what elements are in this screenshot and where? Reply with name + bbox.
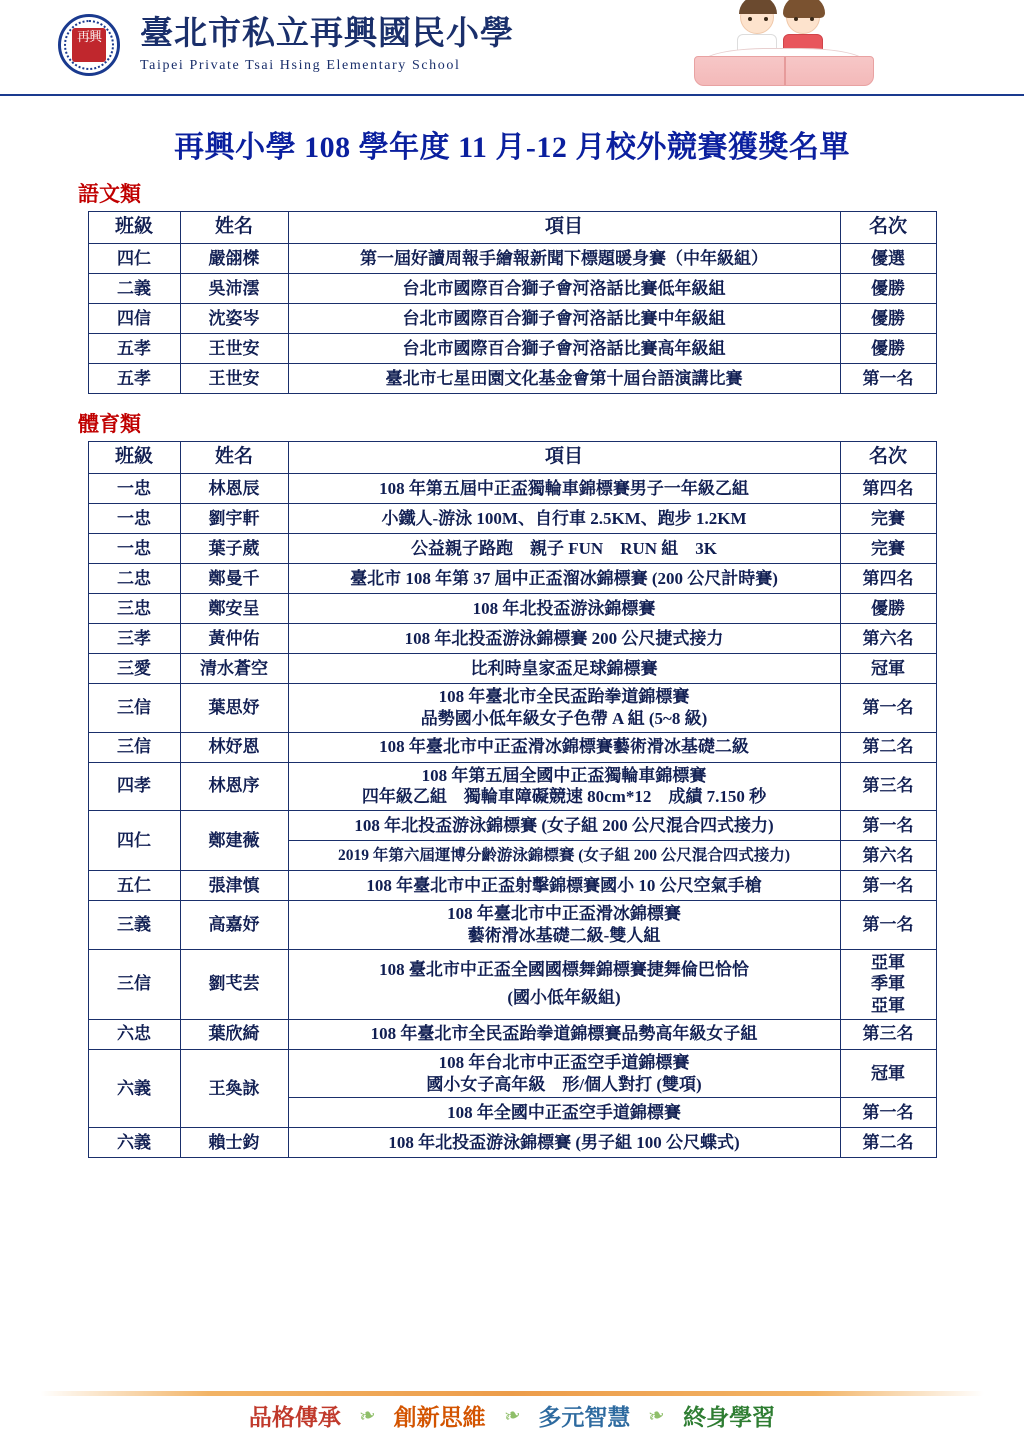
cell-item: 108 年臺北市中正盃射擊錦標賽國小 10 公尺空氣手槍 — [288, 871, 840, 901]
table-row — [88, 1049, 936, 1098]
cell-name: 鄭建薇 — [180, 811, 288, 871]
table-row — [88, 1019, 936, 1049]
table-row — [88, 274, 936, 304]
table-row — [88, 564, 936, 594]
school-name-english: Taipei Private Tsai Hsing Elementary School — [140, 58, 461, 73]
cell-item-line: 108 年第五屆全國中正盃獨輪車錦標賽 — [421, 765, 707, 785]
table-row — [88, 594, 936, 624]
cell-name: 葉子葳 — [180, 534, 288, 564]
cell-item: 108 年北投盃游泳錦標賽 200 公尺捷式接力 — [288, 624, 840, 654]
column-header-class: 班級 — [88, 442, 180, 474]
cell-item: 小鐵人-游泳 100M、自行車 2.5KM、跑步 1.2KM — [288, 504, 840, 534]
table-header-row — [88, 442, 936, 474]
cell-name: 吳沛澐 — [180, 274, 288, 304]
cell-name: 王世安 — [180, 334, 288, 364]
cell-class: 四孝 — [88, 762, 180, 811]
footer-divider — [40, 1391, 984, 1396]
cell-item: 108 年臺北市全民盃跆拳道錦標賽品勢高年級女子組 — [288, 1019, 840, 1049]
cell-class: 一忠 — [88, 534, 180, 564]
cell-item: 臺北市 108 年第 37 屆中正盃溜冰錦標賽 (200 公尺計時賽) — [288, 564, 840, 594]
leaf-icon: ❧ — [645, 1403, 668, 1429]
page-footer — [0, 1387, 1024, 1449]
cell-item-line: 108 臺北市中正盃全國國標舞錦標賽捷舞倫巴恰恰 — [379, 960, 749, 980]
cell-name: 清水蒼空 — [180, 654, 288, 684]
cell-rank: 優選 — [840, 244, 936, 274]
cell-name: 張津慎 — [180, 871, 288, 901]
column-header-rank: 名次 — [840, 442, 936, 474]
cell-item-line: 藝術滑冰基礎二級-雙人組 — [467, 925, 661, 945]
table-row — [88, 534, 936, 564]
column-header-name: 姓名 — [180, 442, 288, 474]
table-row — [88, 684, 936, 733]
logo-label: 再興 — [72, 28, 106, 62]
section-label-language: 語文類 — [78, 182, 141, 206]
cell-class: 六忠 — [88, 1019, 180, 1049]
cell-rank: 第六名 — [840, 841, 936, 871]
cell-rank: 優勝 — [840, 594, 936, 624]
cell-name: 林恩辰 — [180, 474, 288, 504]
table-row — [88, 901, 936, 950]
cell-name: 林妤恩 — [180, 732, 288, 762]
cell-item-line: 108 年台北市中正盃空手道錦標賽 — [438, 1052, 690, 1072]
cell-item — [288, 901, 840, 950]
cell-item-line: (國小低年級組) — [507, 988, 621, 1008]
column-header-class: 班級 — [88, 212, 180, 244]
cell-item: 108 年北投盃游泳錦標賽 — [288, 594, 840, 624]
cell-item: 108 年全國中正盃空手道錦標賽 — [288, 1098, 840, 1128]
cell-class: 三信 — [88, 949, 180, 1019]
cell-rank: 冠軍 — [840, 654, 936, 684]
cell-name: 劉宇軒 — [180, 504, 288, 534]
page-title: 再興小學 108 學年度 11 月-12 月校外競賽獲獎名單 — [174, 131, 850, 164]
cell-rank: 第三名 — [840, 762, 936, 811]
cell-item-line: 108 年臺北市全民盃跆拳道錦標賽 — [438, 687, 690, 706]
cell-class: 五孝 — [88, 364, 180, 394]
cell-rank-line: 季軍 — [871, 974, 905, 994]
cell-class: 一忠 — [88, 474, 180, 504]
table-row — [88, 949, 936, 1019]
cell-item: 108 年北投盃游泳錦標賽 (女子組 200 公尺混合四式接力) — [288, 811, 840, 841]
cell-name: 賴士鈞 — [180, 1128, 288, 1158]
cell-item-line: 國小女子高年級 形/個人對打 (雙項) — [426, 1074, 702, 1094]
cell-item: 台北市國際百合獅子會河洛話比賽高年級組 — [288, 334, 840, 364]
cell-rank: 第四名 — [840, 474, 936, 504]
cell-rank: 優勝 — [840, 334, 936, 364]
table-row — [88, 654, 936, 684]
leaf-icon: ❧ — [356, 1403, 379, 1429]
table-row — [88, 364, 936, 394]
cell-rank: 第六名 — [840, 624, 936, 654]
cell-rank-line: 亞軍 — [871, 996, 905, 1015]
cell-rank — [840, 949, 936, 1019]
table-row — [88, 304, 936, 334]
cell-class: 一忠 — [88, 504, 180, 534]
open-book-icon — [694, 56, 874, 86]
cell-name: 葉思妤 — [180, 684, 288, 733]
table-row — [88, 871, 936, 901]
table-row — [88, 1128, 936, 1158]
school-name-chinese: 臺北市私立再興國民小學 — [140, 16, 514, 52]
award-table-language — [88, 211, 937, 394]
column-header-item: 項目 — [288, 442, 840, 474]
cell-item: 108 年北投盃游泳錦標賽 (男子組 100 公尺蝶式) — [288, 1128, 840, 1158]
cell-class: 三信 — [88, 684, 180, 733]
cell-item — [288, 949, 840, 1019]
cell-item: 108 年臺北市中正盃滑冰錦標賽藝術滑冰基礎二級 — [288, 732, 840, 762]
cell-class: 二忠 — [88, 564, 180, 594]
cell-item — [288, 762, 840, 811]
school-logo — [58, 14, 120, 76]
cell-item-line: 四年級乙組 獨輪車障礙競速 80cm*12 成績 7.150 秒 — [361, 787, 767, 807]
cell-name: 鄭曼千 — [180, 564, 288, 594]
cell-rank-line: 亞軍 — [871, 952, 905, 972]
cell-rank: 優勝 — [840, 304, 936, 334]
cell-class: 三義 — [88, 901, 180, 950]
cell-class: 五孝 — [88, 334, 180, 364]
cell-item: 108 年第五屆中正盃獨輪車錦標賽男子一年級乙組 — [288, 474, 840, 504]
school-name-block — [140, 14, 514, 74]
cell-class: 六義 — [88, 1128, 180, 1158]
table-row — [88, 334, 936, 364]
cell-item: 2019 年第六屆運博分齡游泳錦標賽 (女子組 200 公尺混合四式接力) — [288, 841, 840, 871]
cell-rank: 第一名 — [840, 811, 936, 841]
table-row — [88, 244, 936, 274]
cell-rank: 第二名 — [840, 732, 936, 762]
cell-name: 嚴翖榤 — [180, 244, 288, 274]
table-row — [88, 762, 936, 811]
table-row — [88, 811, 936, 841]
award-table-sports — [88, 441, 937, 1158]
cell-item-line: 品勢國小低年級女子色帶 A 組 (5~8 級) — [420, 708, 708, 728]
cell-name: 林恩序 — [180, 762, 288, 811]
slogan-4: 終身學習 — [683, 1405, 776, 1430]
column-header-item: 項目 — [288, 212, 840, 244]
cell-class: 二義 — [88, 274, 180, 304]
column-header-rank: 名次 — [840, 212, 936, 244]
slogan-3: 多元智慧 — [538, 1405, 631, 1430]
mascot-illustration — [694, 2, 874, 90]
cell-rank: 冠軍 — [840, 1049, 936, 1098]
cell-item: 第一屆好讀周報手繪報新聞下標題暖身賽（中年級組） — [288, 244, 840, 274]
cell-class: 六義 — [88, 1049, 180, 1128]
cell-class: 四仁 — [88, 811, 180, 871]
page-header — [0, 0, 1024, 96]
cell-name: 王世安 — [180, 364, 288, 394]
cell-rank: 第一名 — [840, 871, 936, 901]
cell-item: 公益親子路跑 親子 FUN RUN 組 3K — [288, 534, 840, 564]
cell-item: 台北市國際百合獅子會河洛話比賽低年級組 — [288, 274, 840, 304]
cell-class: 三孝 — [88, 624, 180, 654]
slogan-2: 創新思維 — [393, 1405, 486, 1430]
column-header-name: 姓名 — [180, 212, 288, 244]
section-label-sports: 體育類 — [78, 412, 141, 436]
cell-rank: 優勝 — [840, 274, 936, 304]
cell-item-line: 108 年臺北市中正盃滑冰錦標賽 — [447, 904, 681, 923]
cell-name: 劉芅芸 — [180, 949, 288, 1019]
leaf-icon: ❧ — [501, 1403, 524, 1429]
cell-name: 高嘉妤 — [180, 901, 288, 950]
cell-item — [288, 684, 840, 733]
footer-slogans — [0, 1399, 1024, 1432]
cell-class: 五仁 — [88, 871, 180, 901]
cell-rank: 完賽 — [840, 534, 936, 564]
cell-item: 台北市國際百合獅子會河洛話比賽中年級組 — [288, 304, 840, 334]
cell-class: 三愛 — [88, 654, 180, 684]
cell-name: 沈姿岑 — [180, 304, 288, 334]
cell-item: 比利時皇家盃足球錦標賽 — [288, 654, 840, 684]
table-row — [88, 624, 936, 654]
slogan-1: 品格傳承 — [248, 1405, 341, 1430]
cell-item — [288, 1049, 840, 1098]
cell-rank: 完賽 — [840, 504, 936, 534]
cell-class: 四仁 — [88, 244, 180, 274]
table-row — [88, 732, 936, 762]
cell-class: 四信 — [88, 304, 180, 334]
cell-rank: 第一名 — [840, 1098, 936, 1128]
cell-name: 黃仲佑 — [180, 624, 288, 654]
cell-name: 鄭安呈 — [180, 594, 288, 624]
table-header-row — [88, 212, 936, 244]
cell-rank: 第三名 — [840, 1019, 936, 1049]
cell-rank: 第一名 — [840, 364, 936, 394]
cell-name: 王奐詠 — [180, 1049, 288, 1128]
cell-class: 三忠 — [88, 594, 180, 624]
table-row — [88, 504, 936, 534]
table-row — [88, 474, 936, 504]
cell-rank: 第一名 — [840, 684, 936, 733]
cell-name: 葉欣綺 — [180, 1019, 288, 1049]
cell-rank: 第四名 — [840, 564, 936, 594]
cell-rank: 第二名 — [840, 1128, 936, 1158]
cell-class: 三信 — [88, 732, 180, 762]
cell-rank: 第一名 — [840, 901, 936, 950]
cell-item: 臺北市七星田園文化基金會第十屆台語演講比賽 — [288, 364, 840, 394]
